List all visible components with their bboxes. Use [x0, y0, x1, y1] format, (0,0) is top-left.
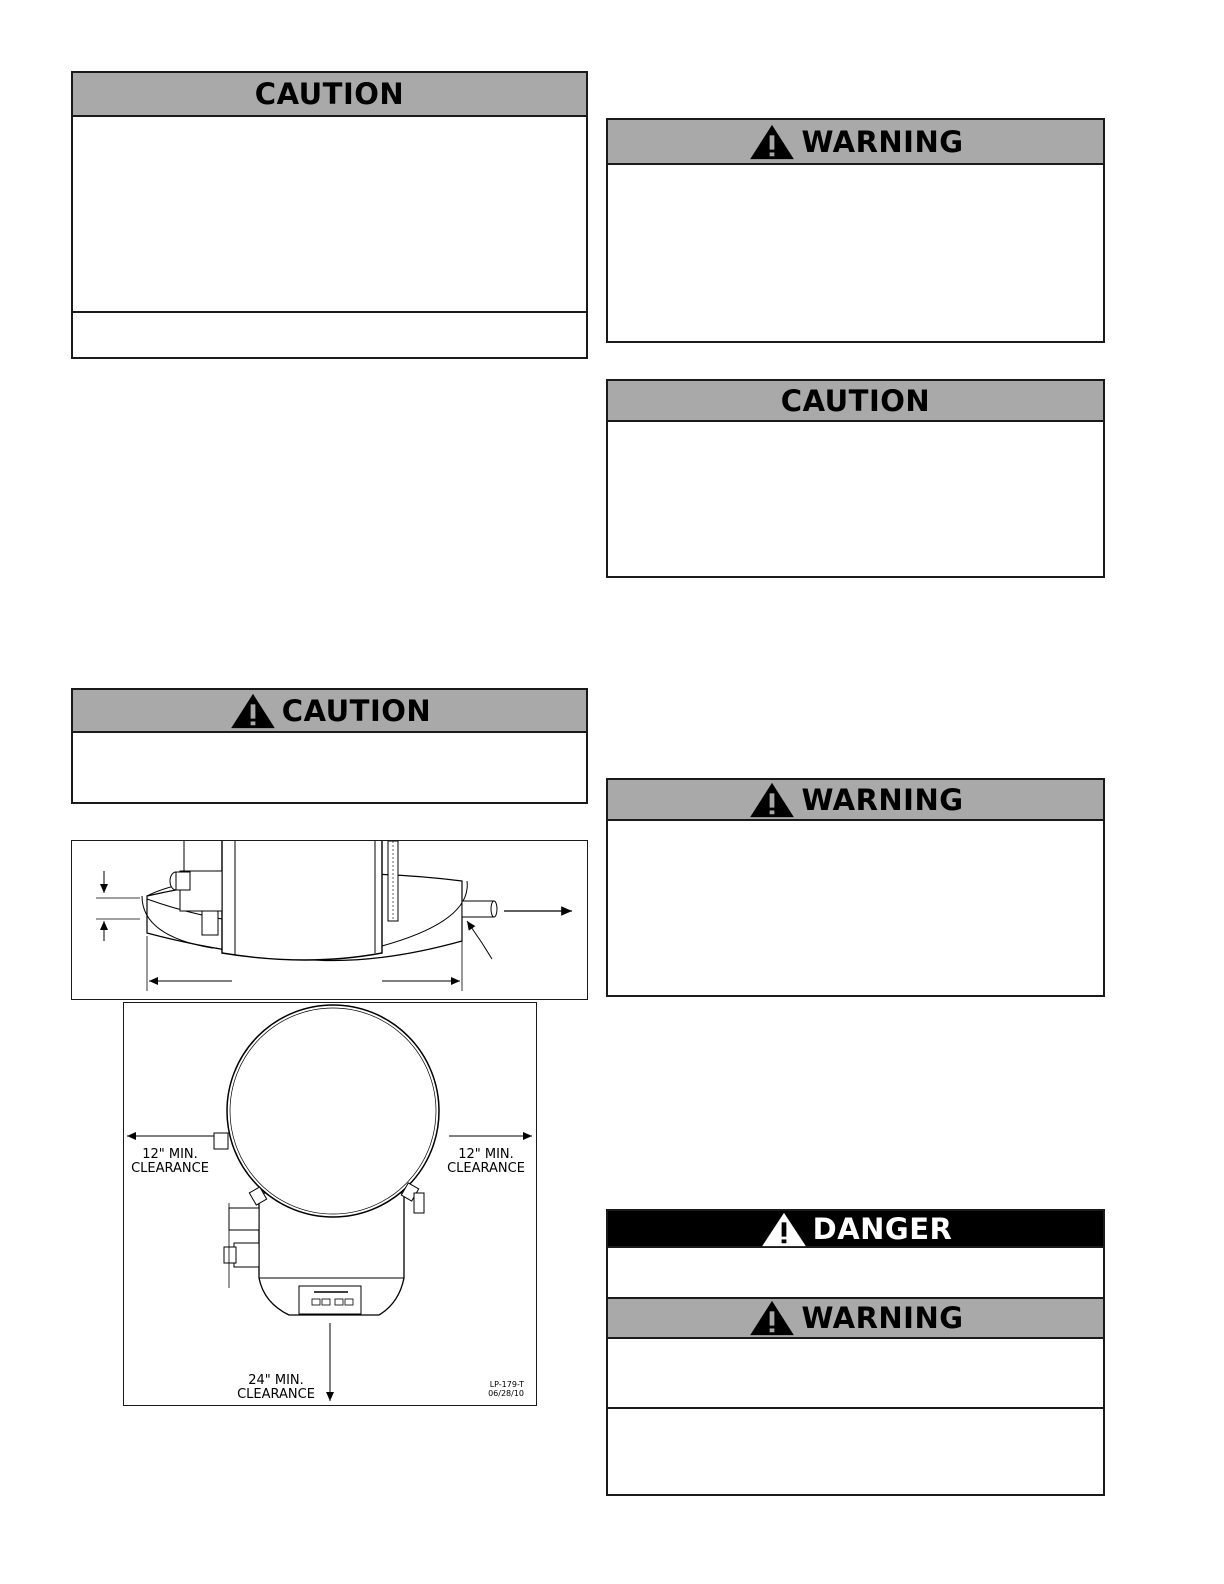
warning-label: WARNING — [801, 1301, 964, 1335]
caution-label: CAUTION — [780, 383, 931, 418]
drawing-number: LP-179-T — [489, 1380, 524, 1389]
danger-warning-box-bottom-right — [606, 1209, 1105, 1496]
warning-divider — [608, 1407, 1103, 1409]
warning-header — [608, 780, 1103, 821]
warning-triangle-icon — [747, 1299, 797, 1337]
warning-triangle-icon — [228, 692, 278, 730]
caution-box-top-left — [71, 71, 588, 359]
warning-triangle-icon — [747, 123, 797, 161]
warning-triangle-icon — [759, 1210, 809, 1248]
right-clearance-line2: CLEARANCE — [447, 1161, 525, 1176]
caution-divider — [73, 311, 586, 313]
side-view-drawing — [72, 841, 586, 998]
danger-label: DANGER — [812, 1211, 953, 1246]
warning-box-mid-right — [606, 778, 1105, 997]
caution-box-mid-left — [71, 688, 588, 804]
left-clearance-line2: CLEARANCE — [131, 1161, 209, 1176]
caution-header — [608, 381, 1103, 422]
danger-header — [608, 1211, 1103, 1248]
left-clearance-line1: 12" MIN. — [142, 1147, 198, 1162]
front-clearance-line2: CLEARANCE — [237, 1387, 315, 1402]
warning-box-top-right — [606, 118, 1105, 343]
top-view-drawing — [124, 1003, 535, 1404]
warning-triangle-icon — [747, 781, 797, 819]
front-clearance-line1: 24" MIN. — [248, 1373, 304, 1388]
warning-label: WARNING — [801, 124, 964, 159]
caution-header — [73, 690, 586, 733]
caution-box-right — [606, 379, 1105, 578]
drawing-date: 06/28/10 — [488, 1389, 524, 1398]
caution-label: CAUTION — [254, 77, 405, 111]
figure-side-view — [71, 840, 588, 1000]
warning-label: WARNING — [801, 782, 964, 817]
warning-header — [608, 1297, 1103, 1339]
caution-header — [73, 73, 586, 117]
right-clearance-line1: 12" MIN. — [458, 1147, 514, 1162]
caution-label: CAUTION — [281, 693, 432, 728]
figure-top-view-clearances — [123, 1002, 537, 1406]
warning-header — [608, 120, 1103, 165]
